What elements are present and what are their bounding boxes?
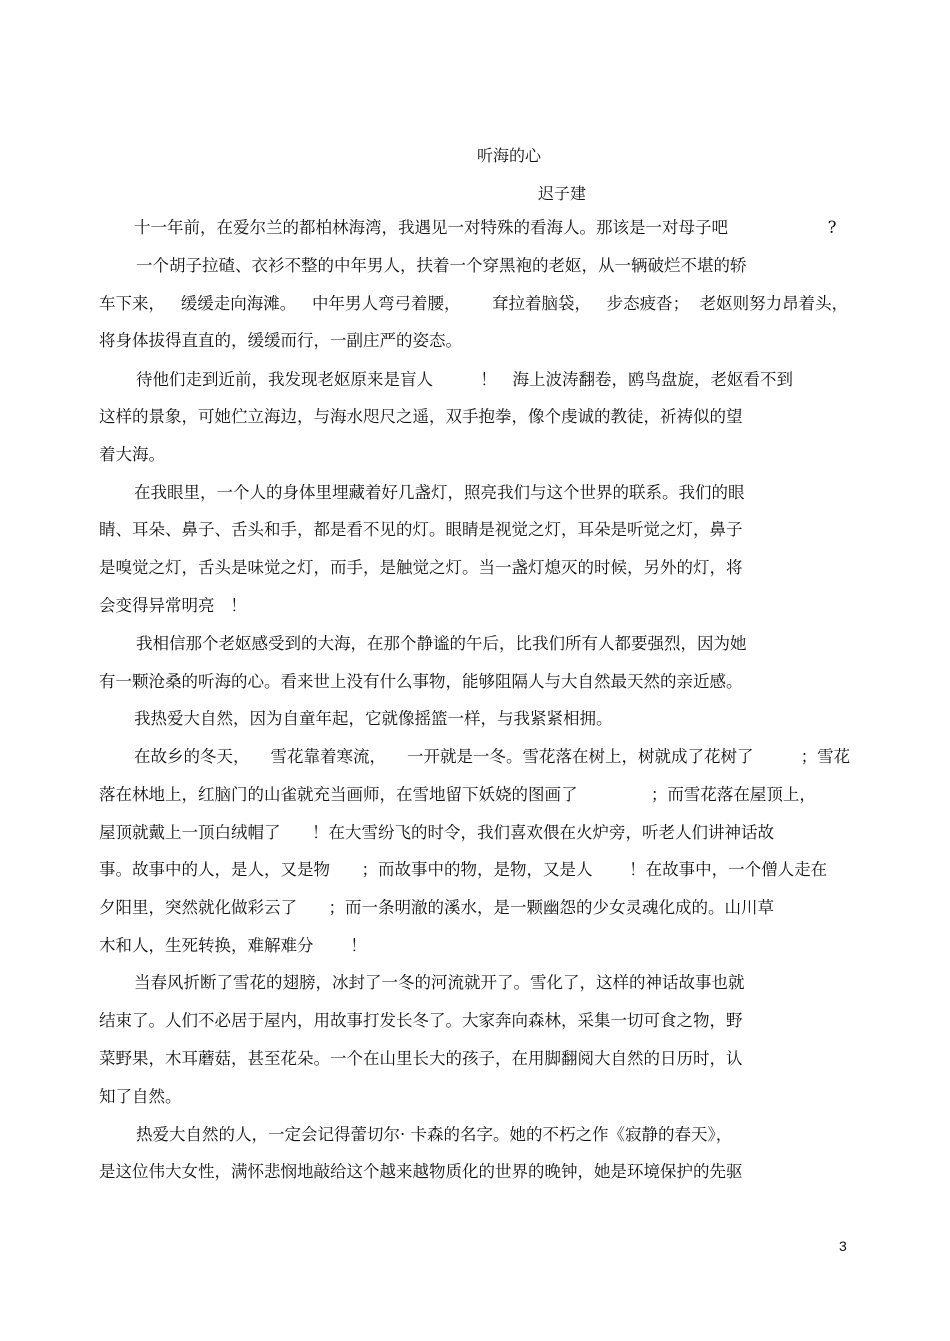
text-line: 是嗅觉之灯，舌头是味觉之灯，而手，是触觉之灯。当一盏灯熄灭的时候，另外的灯，将	[99, 558, 743, 577]
text-line: 睛、耳朵、鼻子、舌头和手，都是看不见的灯。眼睛是视觉之灯，耳朵是听觉之灯，鼻子	[99, 520, 743, 539]
article-author: 迟子建	[538, 184, 587, 203]
text-line: 一个胡子拉碴、衣衫不整的中年男人，扶着一个穿黑袍的老妪，从一辆破烂不堪的轿	[136, 256, 747, 275]
text-line: 待他们走到近前，我发现老妪原来是盲人 ！ 海上波涛翻卷，鸥鸟盘旋，老妪看不到	[136, 370, 793, 389]
text-line: 有一颗沧桑的听海的心。看来世上没有什么事物，能够阻隔人与大自然最天然的亲近感。	[99, 672, 743, 691]
text-line: 是这位伟大女性，满怀悲悯地敲给这个越来越物质化的世界的晚钟，她是环境保护的先驱	[99, 1162, 743, 1181]
text-line: 落在林地上，红脑门的山雀就充当画师，在雪地留下妖娆的图画了 ；而雪花落在屋顶上，	[99, 785, 816, 804]
text-line: 知了自然。	[99, 1087, 182, 1106]
text-line: 我热爱大自然，因为自童年起，它就像摇篮一样，与我紧紧相拥。	[134, 709, 613, 728]
text-line: 结束了。人们不必居于屋内，用故事打发长冬了。大家奔向森林，采集一切可食之物，野	[99, 1011, 743, 1030]
text-line: 会变得异常明亮 ！	[99, 596, 247, 615]
text-line: 菜野果，木耳蘑菇，甚至花朵。一个在山里长大的孩子，在用脚翻阅大自然的日历时，认	[99, 1049, 743, 1068]
text-line: 当春风折断了雪花的翅膀，冰封了一冬的河流就开了。雪化了，这样的神话故事也就	[134, 973, 745, 992]
text-line: 这样的景象，可她伫立海边，与海水咫尺之遥，双手抱拳，像个虔诚的教徒，祈祷似的望	[99, 407, 743, 426]
page-number: 3	[839, 1238, 847, 1254]
text-line: 在我眼里，一个人的身体里埋藏着好几盏灯，照亮我们与这个世界的联系。我们的眼	[134, 483, 745, 502]
text-line: 屋顶就戴上一顶白绒帽了 ！在大雪纷飞的时令，我们喜欢偎在火炉旁，听老人们讲神话故	[99, 823, 774, 842]
text-line: 着大海。	[99, 445, 165, 464]
text-line: 热爱大自然的人，一定会记得蕾切尔· 卡森的名字。她的不朽之作《寂静的春天》，	[136, 1125, 733, 1144]
text-line: 在故乡的冬天， 雪花靠着寒流， 一开就是一冬。雪花落在树上，树就成了花树了 ；雪花	[134, 747, 851, 766]
text-line: 事。故事中的人，是人，又是物 ；而故事中的物，是物，又是人 ！在故事中，一个僧人走在	[99, 860, 828, 879]
article-title: 听海的心	[476, 146, 541, 165]
text-line: 将身体拔得直直的，缓缓而行，一副庄严的姿态。	[99, 331, 462, 350]
text-line: 夕阳里，突然就化做彩云了 ；而一条明澈的溪水，是一颗幽怨的少女灵魂化成的。山川草	[99, 898, 774, 917]
text-line: 十一年前，在爱尔兰的都柏林海湾，我遇见一对特殊的看海人。那该是一对母子吧 ?	[134, 218, 837, 237]
text-line: 车下来， 缓缓走向海滩。 中年男人弯弓着腰， 耷拉着脑袋， 步态疲沓； 老妪则努力昂着头，	[99, 294, 849, 313]
text-line: 木和人，生死转换，难解难分 ！	[99, 936, 367, 955]
text-line: 我相信那个老妪感受到的大海，在那个静谧的午后，比我们所有人都要强烈，因为她	[136, 634, 747, 653]
